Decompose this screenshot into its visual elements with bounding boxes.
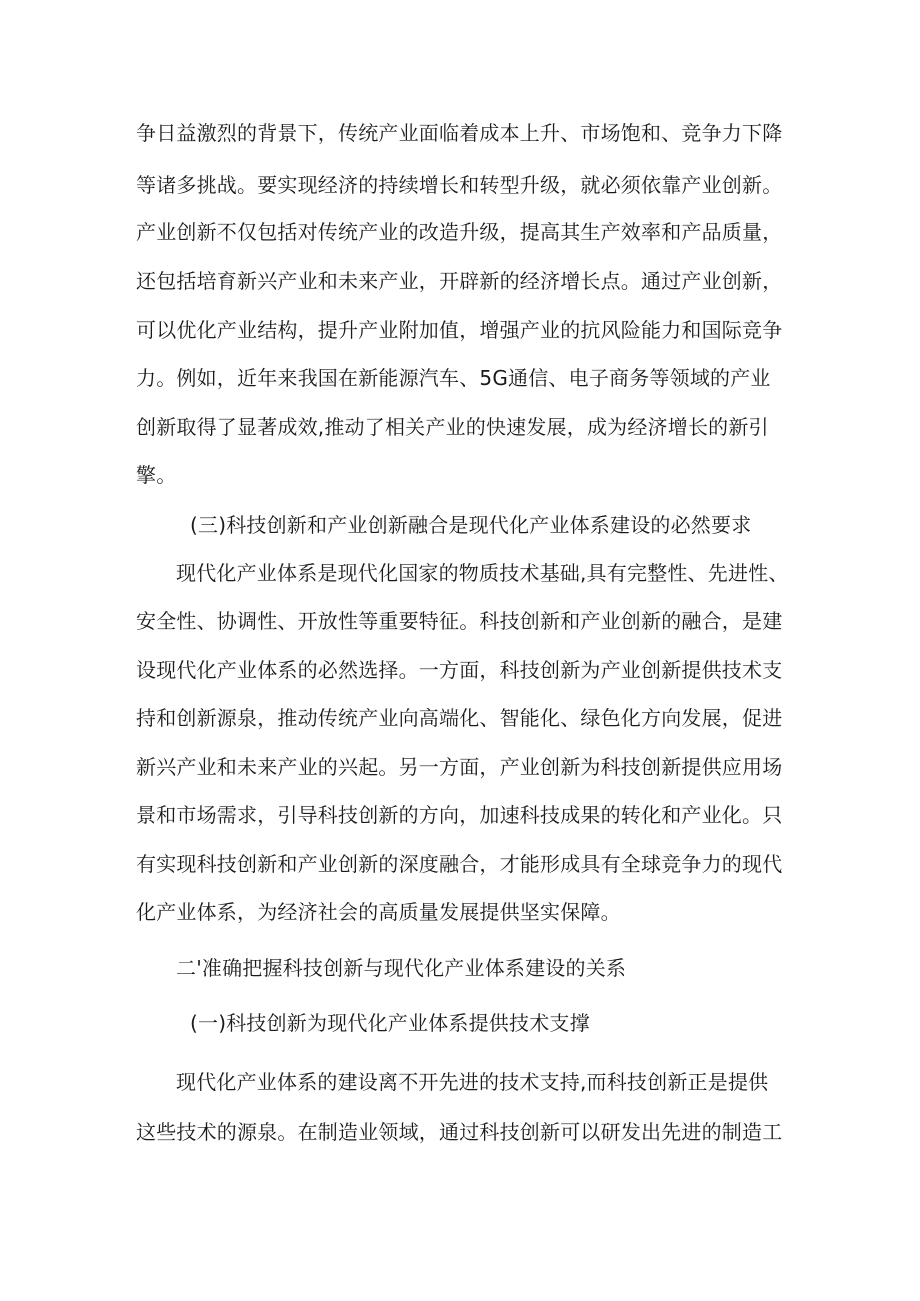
paragraph-line: 这些技术的源泉。在制造业领域，通过科技创新可以研发出先进的制造工 xyxy=(136,1120,783,1144)
chapter-heading: 二'准确把握科技创新与现代化产业体系建设的关系 xyxy=(176,956,627,980)
paragraph-line: 化产业体系，为经济社会的高质量发展提供坚实保障。 xyxy=(136,900,621,924)
paragraph-line: 设现代化产业体系的必然选择。一方面，科技创新为产业创新提供技术支 xyxy=(136,658,783,682)
paragraph-line: 现代化产业体系是现代化国家的物质技术基础,具有完整性、先进性、 xyxy=(176,561,789,585)
paragraph-line: 持和创新源泉，推动传统产业向高端化、智能化、绿色化方向发展，促进 xyxy=(136,706,783,730)
paragraph-line: 还包括培育新兴产业和未来产业，开辟新的经济增长点。通过产业创新， xyxy=(136,269,783,293)
paragraph-line: 安全性、协调性、开放性等重要特征。科技创新和产业创新的融合，是建 xyxy=(136,609,783,633)
paragraph-line: 有实现科技创新和产业创新的深度融合，才能形成具有全球竞争力的现代 xyxy=(136,852,783,876)
paragraph-line: 现代化产业体系的建设离不开先进的技术支持,而科技创新正是提供 xyxy=(176,1070,769,1094)
paragraph-line: 创新取得了显著成效,推动了相关产业的快速发展，成为经济增长的新引 xyxy=(136,415,769,439)
paragraph-line: 等诸多挑战。要实现经济的持续增长和转型升级，就必须依靠产业创新。 xyxy=(136,173,783,197)
paragraph-line: 争日益激烈的背景下，传统产业面临着成本上升、市场饱和、竞争力下降 xyxy=(136,121,783,145)
section-heading: (一)科技创新为现代化产业体系提供技术支撑 xyxy=(190,1011,590,1035)
paragraph-line: 景和市场需求，引导科技创新的方向，加速科技成果的转化和产业化。只 xyxy=(136,803,783,827)
paragraph-line: 可以优化产业结构，提升产业附加值，增强产业的抗风险能力和国际竞争 xyxy=(136,318,783,342)
section-heading: (三)科技创新和产业创新融合是现代化产业体系建设的必然要求 xyxy=(190,513,752,537)
paragraph-line: 力。例如，近年来我国在新能源汽车、5G通信、电子商务等领域的产业 xyxy=(136,366,771,390)
paragraph-line: 新兴产业和未来产业的兴起。另一方面，产业创新为科技创新提供应用场 xyxy=(136,755,783,779)
paragraph-line: 产业创新不仅包括对传统产业的改造升级，提高其生产效率和产品质量， xyxy=(136,220,783,244)
paragraph-line: 擎。 xyxy=(136,463,177,487)
